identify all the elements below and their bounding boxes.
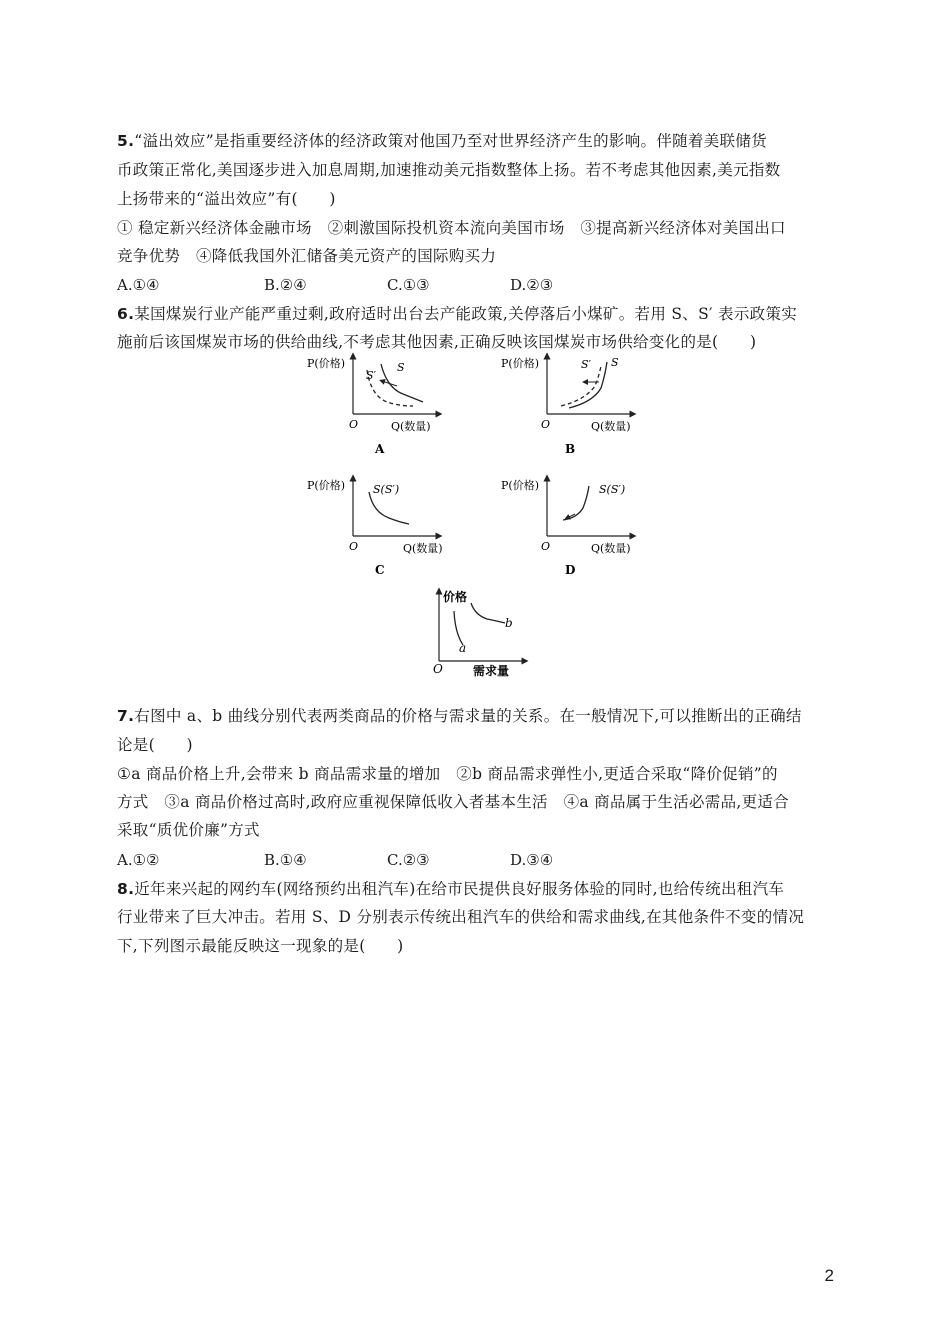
supply-curve bbox=[563, 486, 589, 520]
q5-line3: 上扬带来的“溢出效应”有( ) bbox=[117, 190, 336, 208]
q7-number: 7. bbox=[117, 707, 135, 725]
x-axis-label: Q(数量) bbox=[391, 420, 431, 433]
x-axis-label: 需求量 bbox=[473, 664, 510, 678]
q6-figure-c bbox=[305, 470, 455, 580]
q5-choice-c: C.①③ bbox=[387, 276, 430, 294]
q8-line2: 行业带来了巨大冲击。若用 S、D 分别表示传统出租汽车的供给和需求曲线,在其他条件不变的情况 bbox=[117, 908, 805, 926]
supply-curve-s-prime bbox=[561, 366, 601, 406]
demand-curve-b bbox=[471, 603, 505, 623]
curve-label-b: b bbox=[505, 616, 513, 630]
curve-label-s-prime: S′ bbox=[366, 369, 377, 382]
origin-label: O bbox=[541, 418, 551, 431]
y-axis-label: P(价格) bbox=[307, 357, 345, 370]
y-axis-label: 价格 bbox=[443, 590, 468, 604]
q5-line1 bbox=[117, 131, 767, 151]
q7-choice-b: B.①④ bbox=[264, 851, 307, 869]
x-axis-label: Q(数量) bbox=[591, 420, 631, 433]
q7-figure bbox=[425, 585, 535, 680]
q6-line1 bbox=[117, 304, 797, 324]
q6-stem-1: 某国煤炭行业产能严重过剩,政府适时出台去产能政策,关停落后小煤矿。若用 S、S′ 表示政策实 bbox=[134, 305, 798, 323]
origin-label: O bbox=[433, 662, 443, 676]
figure-label: A bbox=[375, 442, 385, 456]
q6-figure-b bbox=[495, 348, 640, 458]
q8-line3: 下,下列图示最能反映这一现象的是( ) bbox=[117, 937, 404, 955]
curve-label-s: S bbox=[611, 356, 619, 369]
q7-choice-a: A.①② bbox=[117, 851, 160, 869]
q7-opt-line1: ①a 商品价格上升,会带来 b 商品需求量的增加 ②b 商品需求弹性小,更适合采取“降价促销”的 bbox=[117, 765, 778, 783]
q6-figure-a bbox=[305, 348, 445, 458]
curve-label-s-prime: S′ bbox=[581, 358, 592, 371]
q8-number: 8. bbox=[117, 880, 135, 898]
x-axis-label: Q(数量) bbox=[591, 542, 631, 555]
q8-stem-1: 近年来兴起的网约车(网络预约出租汽车)在给市民提供良好服务体验的同时,也给传统出租汽车 bbox=[134, 880, 785, 898]
q5-stem-1: “溢出效应”是指重要经济体的经济政策对他国乃至对世界经济产生的影响。伴随着美联储货 bbox=[134, 132, 767, 150]
shift-arrow bbox=[382, 381, 397, 386]
q7-choice-c: C.②③ bbox=[387, 851, 430, 869]
q7-stem-1: 右图中 a、b 曲线分别代表两类商品的价格与需求量的关系。在一般情况下,可以推断出的正确结 bbox=[134, 707, 802, 725]
demand-curve-a bbox=[454, 611, 463, 645]
q5-choice-d: D.②③ bbox=[510, 276, 554, 294]
figure-label: D bbox=[565, 563, 576, 577]
q5-opt-line1: ① 稳定新兴经济体金融市场 ②刺激国际投机资本流向美国市场 ③提高新兴经济体对美国出口 bbox=[117, 219, 786, 237]
origin-label: O bbox=[541, 540, 551, 553]
q6-number: 6. bbox=[117, 305, 135, 323]
origin-label: O bbox=[349, 418, 359, 431]
figure-label: B bbox=[565, 442, 576, 456]
q5-choice-a: A.①④ bbox=[117, 276, 160, 294]
curve-label-a: a bbox=[459, 641, 467, 655]
q5-line2: 币政策正常化,美国逐步进入加息周期,加速推动美元指数整体上扬。若不考虑其他因素,美元指数 bbox=[117, 161, 781, 179]
q7-choice-d: D.③④ bbox=[510, 851, 554, 869]
q5-number: 5. bbox=[117, 132, 135, 150]
y-axis-label: P(价格) bbox=[501, 357, 539, 370]
curve-label: S(S′) bbox=[373, 483, 400, 496]
q7-opt-line3: 采取“质优价廉”方式 bbox=[117, 821, 260, 839]
q6-figure-d bbox=[495, 470, 645, 580]
curve-label-s: S bbox=[397, 361, 405, 374]
q8-line1 bbox=[117, 879, 784, 899]
page-number: 2 bbox=[824, 1266, 834, 1285]
figure-label: C bbox=[375, 563, 385, 577]
q5-choice-b: B.②④ bbox=[264, 276, 307, 294]
y-axis-label: P(价格) bbox=[501, 479, 539, 492]
q5-opt-line2: 竞争优势 ④降低我国外汇储备美元资产的国际购买力 bbox=[117, 247, 497, 265]
q7-line2: 论是( ) bbox=[117, 736, 193, 754]
q6-line2: 施前后该国煤炭市场的供给曲线,不考虑其他因素,正确反映该国煤炭市场供给变化的是( ) bbox=[117, 333, 757, 351]
supply-curve bbox=[369, 492, 409, 524]
x-axis-label: Q(数量) bbox=[403, 542, 443, 555]
origin-label: O bbox=[349, 540, 359, 553]
q7-line1 bbox=[117, 706, 802, 726]
y-axis-label: P(价格) bbox=[307, 479, 345, 492]
curve-label: S(S′) bbox=[599, 483, 626, 496]
q7-opt-line2: 方式 ③a 商品价格过高时,政府应重视保障低收入者基本生活 ④a 商品属于生活必需品,更适合 bbox=[117, 793, 789, 811]
